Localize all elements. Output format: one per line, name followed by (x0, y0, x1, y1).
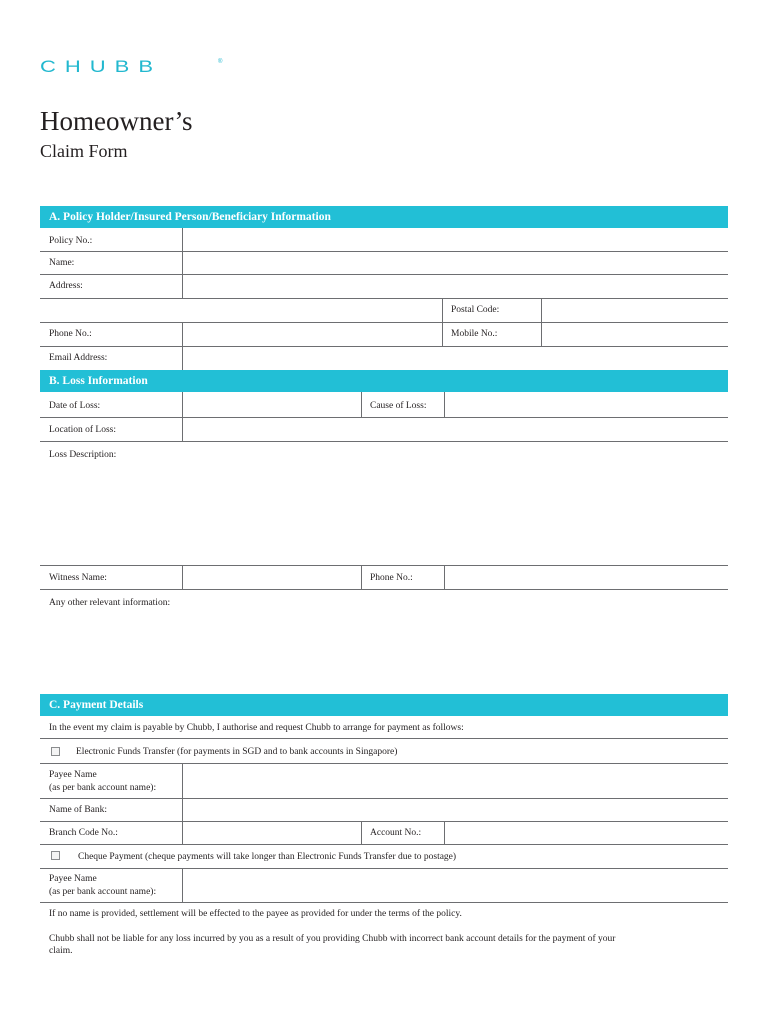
cause-of-loss-label: Cause of Loss: (370, 401, 427, 411)
mobile-no-label: Mobile No.: (451, 329, 498, 339)
payment-intro-text: In the event my claim is payable by Chubb, I authorise and request Chubb to arrange for payment as follows: (49, 723, 464, 733)
witness-phone-label: Phone No.: (370, 573, 413, 583)
location-of-loss-label: Location of Loss: (49, 425, 117, 435)
column-divider (182, 228, 183, 298)
eft-option-label: Electronic Funds Transfer (for payments in SGD and to bank accounts in Singapore) (76, 747, 398, 757)
section-b-header: B. Loss Information (40, 370, 728, 392)
logo-wordmark: CHUBB (40, 57, 163, 76)
divider (40, 251, 728, 252)
bank-name-label: Name of Bank: (49, 805, 108, 815)
column-divider (182, 763, 183, 821)
column-divider (444, 565, 445, 589)
column-divider (182, 322, 183, 370)
cheque-payee-name-label: Payee Name (49, 874, 97, 884)
liability-note-line1: Chubb shall not be liable for any loss incurred by you as a result of you providing Chubb with incorrect bank account details for the payment of your (49, 934, 616, 944)
cheque-payee-name-sublabel: (as per bank account name): (49, 887, 157, 897)
divider (40, 565, 728, 566)
branch-code-field[interactable] (184, 823, 364, 845)
other-info-field[interactable] (42, 611, 730, 693)
column-divider (182, 868, 183, 902)
address-line2-field[interactable] (42, 300, 446, 322)
form-title: Homeowner’s (40, 106, 193, 136)
loss-description-field[interactable] (42, 463, 730, 567)
column-divider (361, 392, 362, 417)
divider (40, 417, 728, 418)
cheque-option-label: Cheque Payment (cheque payments will take longer than Electronic Funds Transfer due to postage) (78, 852, 457, 862)
postal-code-field[interactable] (543, 300, 730, 322)
column-divider (444, 392, 445, 417)
cheque-checkbox[interactable] (51, 851, 60, 860)
chubb-logo (40, 57, 223, 77)
divider (40, 441, 728, 442)
column-divider (182, 565, 183, 589)
name-field[interactable] (184, 253, 730, 275)
date-of-loss-label: Date of Loss: (49, 401, 101, 411)
eft-payee-name-label: Payee Name (49, 770, 97, 780)
other-info-label: Any other relevant information: (49, 598, 171, 608)
column-divider (361, 821, 362, 844)
divider (40, 298, 728, 299)
postal-code-label: Postal Code: (451, 305, 500, 315)
date-of-loss-field[interactable] (184, 395, 364, 417)
divider (40, 844, 728, 845)
email-label: Email Address: (49, 353, 108, 363)
cause-of-loss-field[interactable] (446, 395, 730, 417)
mobile-no-field[interactable] (543, 324, 730, 346)
cheque-payee-name-field[interactable] (184, 870, 730, 902)
column-divider (182, 392, 183, 441)
eft-payee-name-field[interactable] (184, 766, 730, 798)
loss-description-label: Loss Description: (49, 450, 117, 460)
witness-phone-field[interactable] (446, 567, 730, 589)
branch-code-label: Branch Code No.: (49, 828, 118, 838)
divider (40, 346, 728, 347)
column-divider (182, 821, 183, 844)
witness-name-label: Witness Name: (49, 573, 107, 583)
bank-name-field[interactable] (184, 800, 730, 822)
witness-name-field[interactable] (184, 567, 364, 589)
divider (40, 322, 728, 323)
divider (40, 738, 728, 739)
policy-no-label: Policy No.: (49, 236, 93, 246)
address-field[interactable] (184, 276, 730, 298)
logo-registered-mark: ® (218, 59, 223, 65)
column-divider (442, 298, 443, 346)
account-no-field[interactable] (446, 823, 730, 845)
column-divider (444, 821, 445, 844)
eft-payee-name-sublabel: (as per bank account name): (49, 783, 157, 793)
email-field[interactable] (184, 348, 730, 370)
divider (40, 902, 728, 903)
account-no-label: Account No.: (370, 828, 422, 838)
address-label: Address: (49, 281, 83, 291)
liability-note-line2: claim. (49, 946, 73, 956)
divider (40, 274, 728, 275)
column-divider (361, 565, 362, 589)
eft-checkbox[interactable] (51, 747, 60, 756)
form-subtitle: Claim Form (40, 141, 128, 161)
divider (40, 798, 728, 799)
name-label: Name: (49, 258, 75, 268)
section-a-header: A. Policy Holder/Insured Person/Beneficiary Information (40, 206, 728, 228)
divider (40, 763, 728, 764)
section-c-header: C. Payment Details (40, 694, 728, 716)
phone-no-label: Phone No.: (49, 329, 92, 339)
column-divider (541, 298, 542, 346)
divider (40, 868, 728, 869)
policy-no-field[interactable] (184, 230, 730, 252)
divider (40, 589, 728, 590)
location-of-loss-field[interactable] (184, 419, 730, 441)
divider (40, 821, 728, 822)
phone-no-field[interactable] (184, 324, 446, 346)
no-name-note: If no name is provided, settlement will be effected to the payee as provided for under the terms of the policy. (49, 909, 462, 919)
